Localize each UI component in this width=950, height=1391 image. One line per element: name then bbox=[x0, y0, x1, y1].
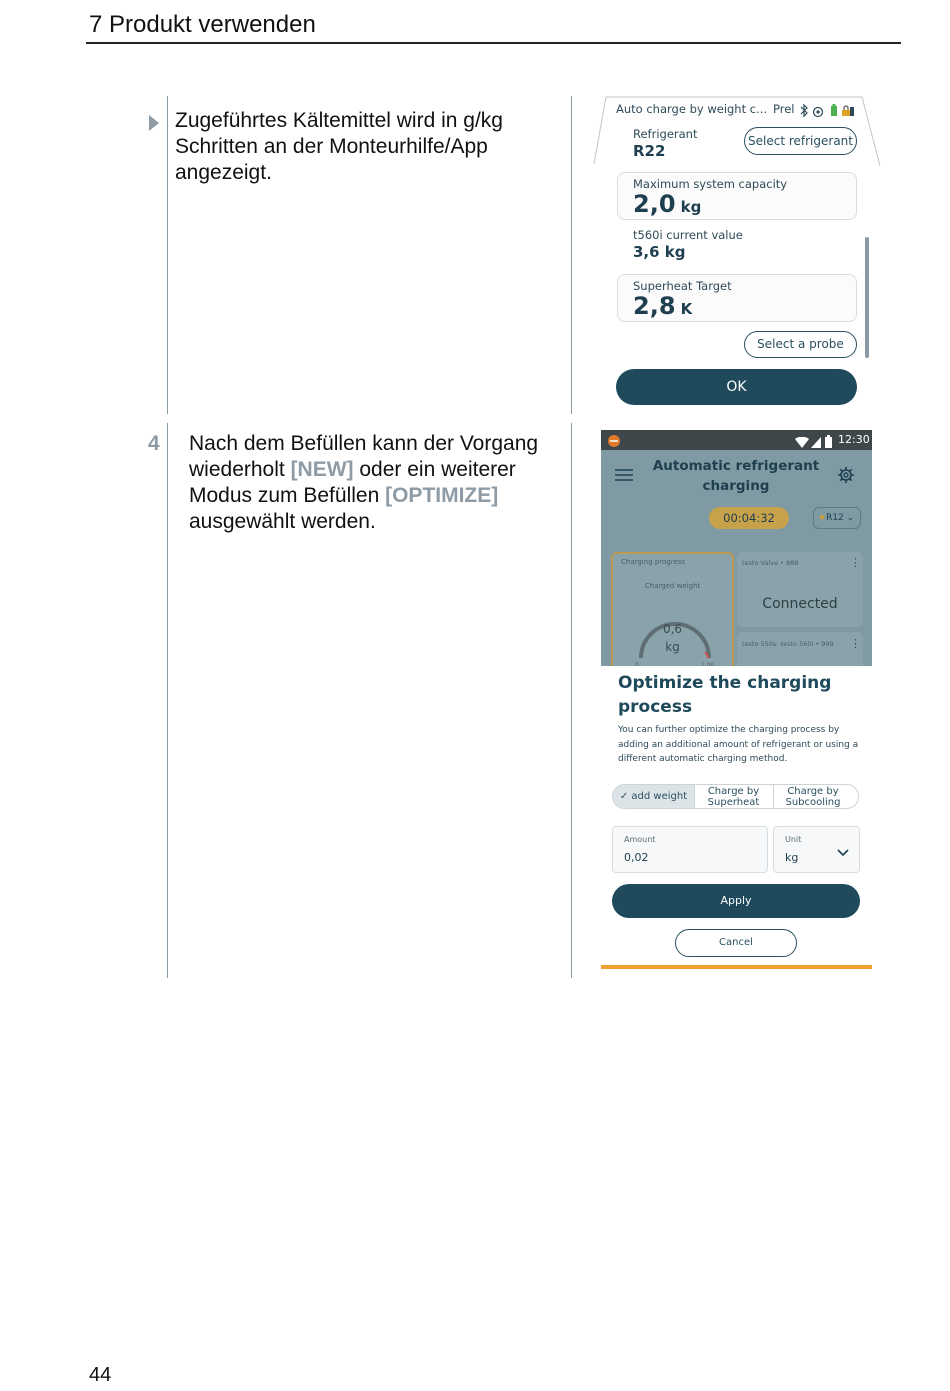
timer-badge: 00:04:32 bbox=[709, 507, 789, 529]
select-probe-button[interactable]: Select a probe bbox=[744, 331, 857, 358]
app-background-dimmed bbox=[601, 450, 872, 666]
step-text-part: ausgewählt werden. bbox=[189, 510, 376, 533]
optimize-bottom-sheet bbox=[601, 666, 872, 970]
column-rule bbox=[571, 423, 572, 978]
app-title-line: charging bbox=[702, 478, 770, 494]
sheet-description-line: adding an additional amount of refrigerant or using a bbox=[618, 739, 859, 750]
app-title bbox=[646, 456, 826, 496]
unit-value: kg bbox=[785, 851, 799, 864]
step-number: 4 bbox=[148, 432, 160, 455]
segment-label-line: Superheat bbox=[707, 797, 760, 808]
refrigerant-label: Refrigerant bbox=[633, 127, 698, 141]
amount-value: 0,02 bbox=[624, 851, 649, 864]
superheat-target-card[interactable] bbox=[617, 274, 857, 322]
gauge-value: 0,6 bbox=[662, 622, 683, 636]
column-rule bbox=[571, 96, 572, 414]
prel-indicator: Prel bbox=[773, 102, 795, 116]
superheat-display bbox=[633, 292, 692, 320]
gauge-unit: kg bbox=[665, 640, 680, 654]
segment-add-weight[interactable] bbox=[613, 785, 694, 808]
max-capacity-unit: kg bbox=[680, 198, 702, 216]
scrollbar[interactable] bbox=[865, 237, 869, 358]
segment-charge-by-superheat[interactable] bbox=[695, 786, 772, 808]
app-title-line: Automatic refrigerant bbox=[652, 458, 820, 474]
accent-bar bbox=[601, 965, 872, 969]
bluetooth-icon bbox=[798, 102, 810, 121]
segment-label-line: Charge by bbox=[707, 786, 760, 797]
sheet-title-line: Optimize the charging bbox=[618, 673, 832, 693]
max-capacity-card[interactable] bbox=[617, 172, 857, 220]
sheet-title bbox=[618, 671, 831, 719]
charging-progress-label: Charging progress bbox=[621, 558, 686, 566]
step-text-part: oder ein weiterer Modus zum Befüllen bbox=[189, 458, 516, 507]
current-value-label: t560i current value bbox=[633, 228, 743, 242]
refrigerant-chip-label: R12 bbox=[826, 513, 844, 523]
keyword-optimize: [OPTIMIZE] bbox=[385, 484, 499, 507]
probe-label: testo 550s: testo 560i • 999 bbox=[742, 640, 834, 648]
more-options-icon[interactable]: ⋮ bbox=[850, 556, 861, 569]
step-text bbox=[189, 431, 559, 535]
header-rule bbox=[86, 42, 901, 44]
superheat-value: 2,8 bbox=[633, 292, 676, 320]
column-rule bbox=[167, 96, 168, 414]
max-capacity-display bbox=[633, 190, 701, 218]
unit-select[interactable] bbox=[773, 826, 860, 873]
superheat-label: Superheat Target bbox=[633, 279, 732, 293]
charging-progress-card bbox=[611, 552, 734, 672]
max-capacity-value: 2,0 bbox=[633, 190, 676, 218]
chevron-down-icon: ⌄ bbox=[843, 513, 855, 523]
ok-button[interactable]: OK bbox=[616, 369, 857, 405]
sheet-description-line: different automatic charging method. bbox=[618, 754, 788, 764]
sheet-description-line: You can further optimize the charging process by bbox=[618, 725, 840, 735]
result-arrow-icon bbox=[148, 114, 160, 137]
current-value: 3,6 kg bbox=[633, 243, 686, 261]
segment-label-line: Charge by bbox=[787, 786, 839, 797]
refrigerant-value: R22 bbox=[633, 142, 666, 160]
valve-card bbox=[737, 552, 863, 627]
select-refrigerant-button[interactable]: Select refrigerant bbox=[744, 127, 857, 155]
superheat-unit: K bbox=[680, 300, 693, 318]
menu-icon[interactable] bbox=[614, 467, 634, 487]
page-number: 44 bbox=[89, 1364, 112, 1386]
chevron-down-icon bbox=[836, 843, 850, 862]
clock: 12:30 bbox=[838, 433, 870, 446]
segment-charge-by-subcooling[interactable] bbox=[774, 786, 852, 808]
device-screenshot-optimize bbox=[601, 430, 872, 970]
segment-label-line: Subcooling bbox=[785, 797, 841, 808]
screen-title: Auto charge by weight c... bbox=[616, 102, 768, 116]
cancel-button[interactable]: Cancel bbox=[675, 929, 797, 957]
status-bar bbox=[601, 430, 872, 450]
refrigerant-chip[interactable] bbox=[813, 507, 861, 529]
step-text-part: Nach dem Befüllen kann der Vorgang wiederholt bbox=[189, 432, 539, 481]
apply-button[interactable]: Apply bbox=[612, 884, 860, 918]
step-result-text: Zugeführtes Kältemittel wird in g/kg Schritten an der Monteurhilfe/App angezeigt. bbox=[175, 109, 503, 184]
max-capacity-label: Maximum system capacity bbox=[633, 177, 788, 191]
sheet-description bbox=[618, 723, 868, 767]
settings-gear-icon[interactable] bbox=[837, 466, 855, 488]
device-screenshot-charge-by-weight bbox=[592, 96, 882, 414]
favorite-star-icon: ★ bbox=[818, 513, 827, 523]
sheet-title-line: process bbox=[618, 697, 693, 717]
charged-weight-label: Charged weight bbox=[644, 582, 701, 590]
section-title: 7 Produkt verwenden bbox=[89, 11, 316, 38]
battery-icon bbox=[830, 102, 838, 121]
probe-status-icon bbox=[812, 103, 824, 122]
valve-label: testo Valve • 888 bbox=[742, 559, 799, 567]
more-options-icon[interactable]: ⋮ bbox=[850, 637, 861, 650]
column-rule bbox=[167, 423, 168, 978]
amount-label: Amount bbox=[624, 835, 656, 844]
segment-add-weight-label: add weight bbox=[631, 791, 688, 802]
amount-field[interactable] bbox=[612, 826, 768, 873]
unit-label: Unit bbox=[785, 835, 802, 844]
charging-method-segmented-control bbox=[612, 784, 859, 809]
keyword-new: [NEW] bbox=[290, 458, 354, 481]
lock-icon bbox=[841, 102, 855, 121]
connection-status: Connected bbox=[762, 596, 838, 612]
check-icon: ✓ bbox=[619, 791, 632, 802]
